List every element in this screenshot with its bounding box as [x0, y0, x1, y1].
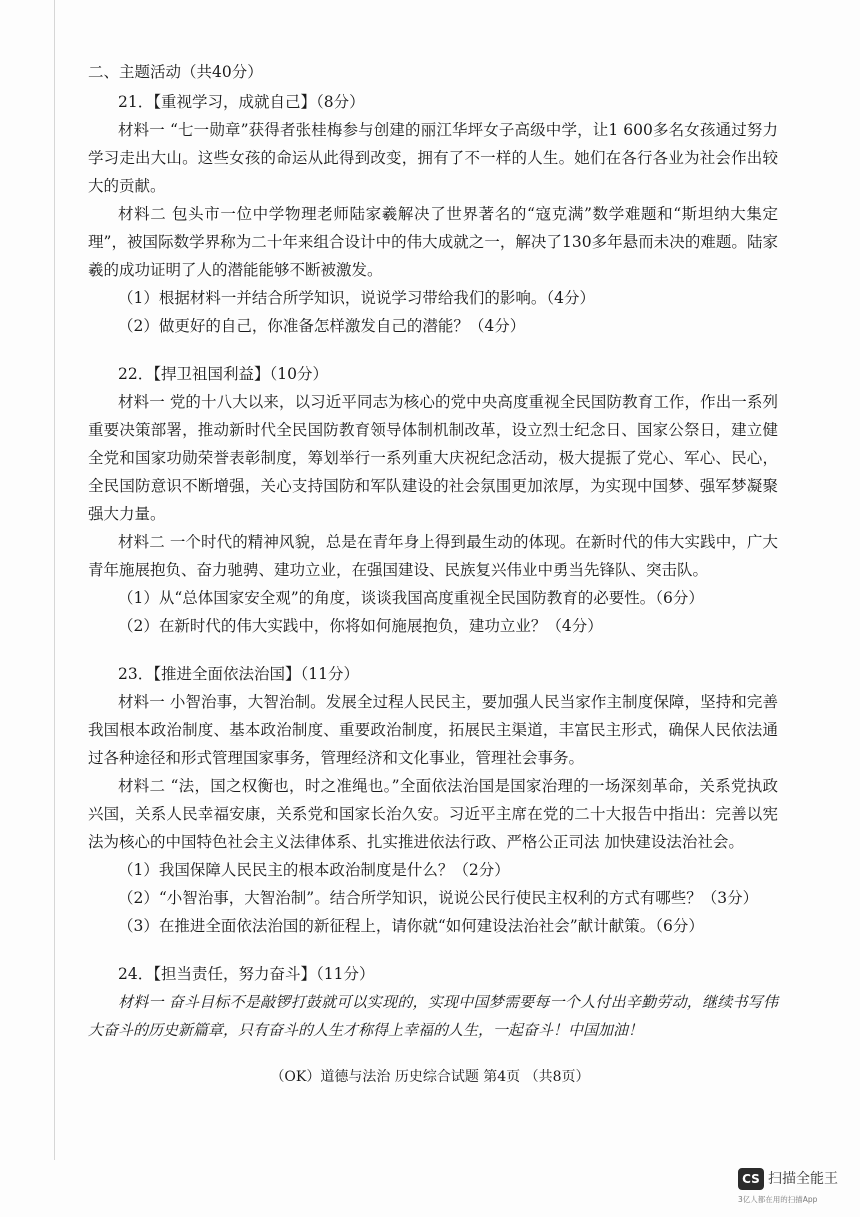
q21-material-1: 材料一 “七一勋章”获得者张桂梅参与创建的丽江华坪女子高级中学，让1 600多名女孩通过努力学习走出大山。这些女孩的命运从此得到改变，拥有了不一样的人生。她们在各行各业为社会作出较大的贡献。 — [88, 121, 778, 195]
scan-edge-line — [54, 0, 55, 1160]
q22-sub-2: （2）在新时代的伟大实践中，你将如何施展抱负，建功立业？（4分） — [118, 617, 603, 635]
q21-material-2: 材料二 包头市一位中学物理老师陆家羲解决了世界著名的“寇克满”数学难题和“斯坦纳大集定理”，被国际数学界称为二十年来组合设计中的伟大成就之一，解决了130多年悬而未决的难题。陆家羲的成功证明了人的潜能能够不断被激发。 — [88, 205, 778, 279]
camscanner-name: 扫描全能王 — [768, 1171, 838, 1187]
section-title: 二、主题活动（共40分） — [88, 63, 263, 81]
q22-material-2: 材料二 一个时代的精神风貌，总是在青年身上得到最生动的体现。在新时代的伟大实践中，广大青年施展抱负、奋力驰骋、建功立业，在强国建设、民族复兴伟业中勇当先锋队、突击队。 — [88, 533, 778, 579]
camscanner-tagline: 3亿人都在用的扫描App — [738, 1195, 818, 1204]
q24-title: 24．【担当责任，努力奋斗】（11分） — [118, 965, 375, 983]
q22-material-1: 材料一 党的十八大以来，以习近平同志为核心的党中央高度重视全民国防教育工作，作出一系列重要决策部署，推动新时代全民国防教育领导体制机制改革，设立烈士纪念日、国家公祭日，建立健全党和国家功勋荣誉表彰制度，筹划举行一系列重大庆祝纪念活动，极大提振了党心、军心、民心，全民国防意识不断增强，关心支持国防和军队建设的社会氛围更加浓厚，为实现中国梦、强军梦凝聚强大力量。 — [88, 393, 778, 523]
page-content — [88, 58, 778, 1044]
q21-sub-1: （1）根据材料一并结合所学知识，说说学习带给我们的影响。（4分） — [118, 289, 595, 307]
camscanner-badge — [738, 1166, 848, 1206]
q23-sub-2: （2）“小智治事，大智治制”。结合所学知识，说说公民行使民主权利的方式有哪些？（3分） — [118, 889, 759, 907]
q21-sub-2: （2）做更好的自己，你准备怎样激发自己的潜能？（4分） — [118, 317, 526, 335]
q23-title: 23．【推进全面依法治国】（11分） — [118, 665, 359, 683]
q24-material-1: 材料一 奋斗目标不是敲锣打鼓就可以实现的，实现中国梦需要每一个人付出辛勤劳动，继续书写伟大奋斗的历史新篇章，只有奋斗的人生才称得上幸福的人生，一起奋斗！中国加油！ — [88, 993, 778, 1039]
page-footer: （OK）道德与法治 历史综合试题 第4页 （共8页） — [270, 1069, 590, 1085]
camscanner-logo-icon: CS — [738, 1168, 764, 1190]
q23-material-2: 材料二 “法，国之权衡也，时之准绳也。”全面依法治国是国家治理的一场深刻革命，关系党执政兴国，关系人民幸福安康，关系党和国家长治久安。习近平主席在党的二十大报告中指出：完善以宪法为核心的中国特色社会主义法律体系、扎实推进依法行政、严格公正司法 加快建设法治社会。 — [88, 777, 778, 851]
q23-sub-3: （3）在推进全面依法治国的新征程上，请你就“如何建设法治社会”献计献策。（6分） — [118, 917, 704, 935]
q23-sub-1: （1）我国保障人民民主的根本政治制度是什么？（2分） — [118, 861, 510, 879]
q23-material-1: 材料一 小智治事，大智治制。发展全过程人民民主，要加强人民当家作主制度保障，坚持和完善我国根本政治制度、基本政治制度、重要政治制度，拓展民主渠道，丰富民主形式，确保人民依法通过各种途径和形式管理国家事务，管理经济和文化事业，管理社会事务。 — [88, 693, 778, 767]
q21-title: 21．【重视学习，成就自己】（8分） — [118, 93, 365, 111]
q22-title: 22．【捍卫祖国利益】（10分） — [118, 365, 328, 383]
q22-sub-1: （1）从“总体国家安全观”的角度，谈谈我国高度重视全民国防教育的必要性。（6分） — [118, 589, 704, 607]
